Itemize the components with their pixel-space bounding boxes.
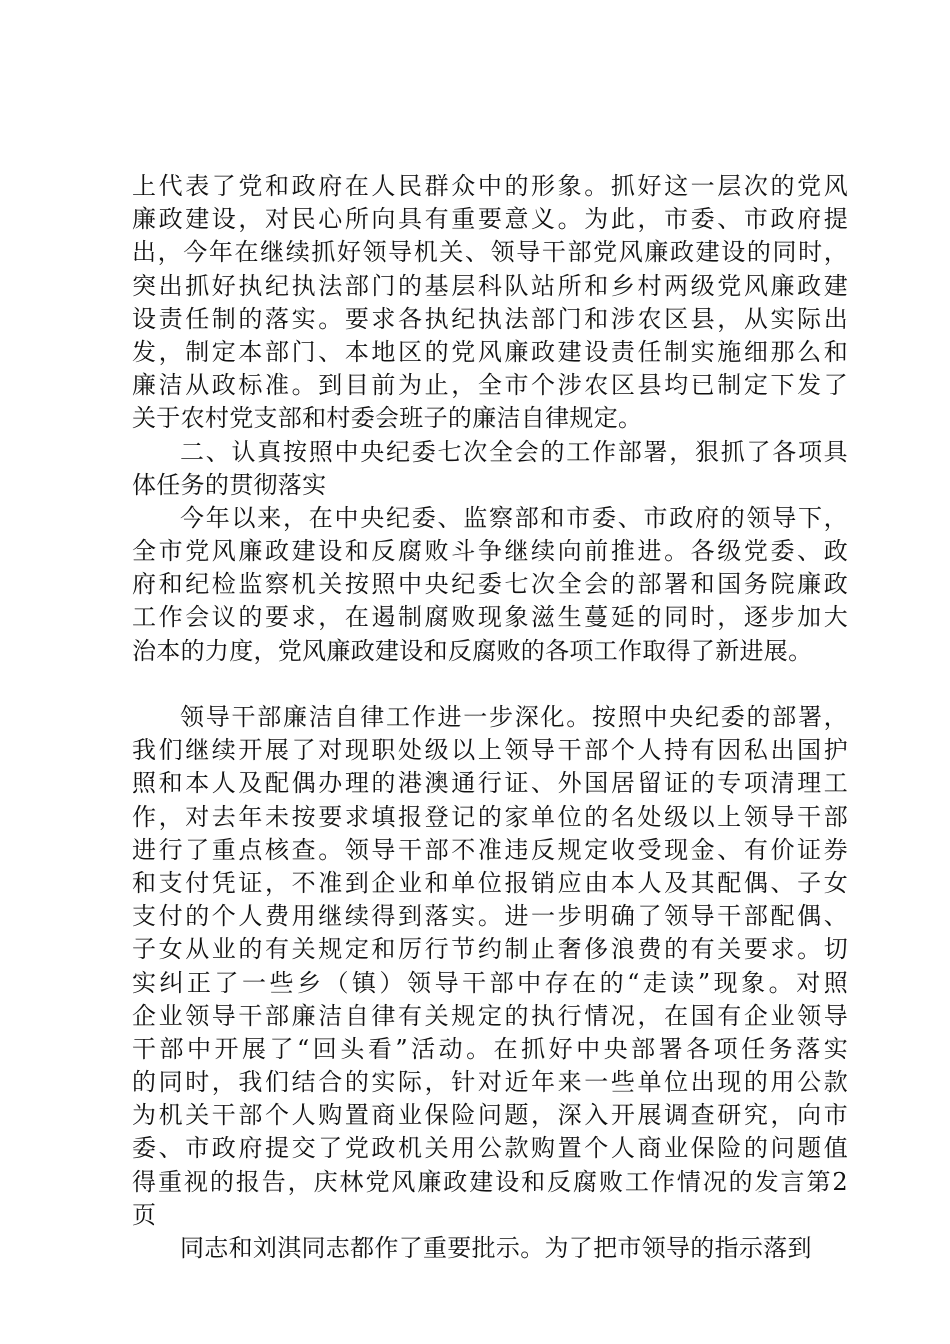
text-line: 今年以来，在中央纪委、监察部和市委、市政府的领导下， bbox=[180, 503, 848, 532]
paragraph bbox=[132, 1232, 848, 1265]
text-line: 为机关干部个人购置商业保险问题，深入开展调查研究，向市 bbox=[132, 1101, 848, 1130]
text-line: 进行了重点核查。领导干部不准违反规定收受现金、有价证券 bbox=[132, 835, 848, 864]
text-line: 体任务的贯彻落实 bbox=[132, 470, 327, 499]
text-line: 工作会议的要求，在遏制腐败现象滋生蔓延的同时，逐步加大 bbox=[132, 603, 848, 632]
text-line: 上代表了党和政府在人民群众中的形象。抓好这一层次的党风 bbox=[132, 172, 848, 200]
text-line: 治本的力度，党风廉政建设和反腐败的各项工作取得了新进展。 bbox=[132, 636, 813, 665]
text-line: 照和本人及配偶办理的港澳通行证、外国居留证的专项清理工 bbox=[132, 769, 848, 798]
text-line: 领导干部廉洁自律工作进一步深化。按照中央纪委的部署， bbox=[180, 703, 848, 731]
text-line: 发，制定本部门、本地区的党风廉政建设责任制实施细那么和 bbox=[132, 337, 848, 366]
text-line: 委、市政府提交了党政机关用公款购置个人商业保险的问题值 bbox=[132, 1134, 848, 1163]
text-line: 的同时，我们结合的实际，针对近年来一些单位出现的用公款 bbox=[132, 1068, 848, 1097]
document-body bbox=[132, 170, 848, 1265]
text-line: 突出抓好执纪执法部门的基层科队站所和乡村两级党风廉政建 bbox=[132, 271, 848, 300]
text-line: 干部中开展了“回头看”活动。在抓好中央部署各项任务落实 bbox=[132, 1034, 848, 1063]
text-line: 支付的个人费用继续得到落实。进一步明确了领导干部配偶、 bbox=[132, 902, 848, 931]
text-line: 廉洁从政标准。到目前为止，全市个涉农区县均已制定下发了 bbox=[132, 371, 848, 400]
text-line: 企业领导干部廉洁自律有关规定的执行情况，在国有企业领导 bbox=[132, 1001, 848, 1030]
text-line: 子女从业的有关规定和厉行节约制止奢侈浪费的有关要求。切 bbox=[132, 935, 848, 964]
text-line: 出，今年在继续抓好领导机关、领导干部党风廉政建设的同时， bbox=[132, 238, 848, 267]
text-line: 府和纪检监察机关按照中央纪委七次全会的部署和国务院廉政 bbox=[132, 570, 848, 599]
text-line: 我们继续开展了对现职处级以上领导干部个人持有因私出国护 bbox=[132, 736, 848, 765]
text-line: 二、认真按照中央纪委七次全会的工作部署，狠抓了各项具 bbox=[180, 437, 848, 466]
paragraph bbox=[132, 701, 848, 1232]
text-line: 关于农村党支部和村委会班子的廉洁自律规定。 bbox=[132, 404, 643, 433]
paragraph bbox=[132, 436, 848, 502]
text-line: 得重视的报告，庆林党风廉政建设和反腐败工作情况的发言第2 bbox=[132, 1167, 848, 1196]
text-line: 廉政建设，对民心所向具有重要意义。为此，市委、市政府提 bbox=[132, 205, 848, 234]
text-line: 设责任制的落实。要求各执纪执法部门和涉农区县，从实际出 bbox=[132, 304, 848, 333]
text-line: 同志和刘淇同志都作了重要批示。为了把市领导的指示落到 bbox=[180, 1234, 812, 1262]
text-line: 全市党风廉政建设和反腐败斗争继续向前推进。各级党委、政 bbox=[132, 537, 848, 566]
text-line: 作，对去年未按要求填报登记的家单位的名处级以上领导干部 bbox=[132, 802, 848, 831]
paragraph bbox=[132, 170, 848, 436]
text-line: 实纠正了一些乡（镇）领导干部中存在的“走读”现象。对照 bbox=[132, 968, 848, 997]
paragraph-gap bbox=[132, 668, 848, 701]
text-line: 页 bbox=[132, 1200, 157, 1229]
text-line: 和支付凭证，不准到企业和单位报销应由本人及其配偶、子女 bbox=[132, 868, 848, 897]
paragraph bbox=[132, 502, 848, 668]
